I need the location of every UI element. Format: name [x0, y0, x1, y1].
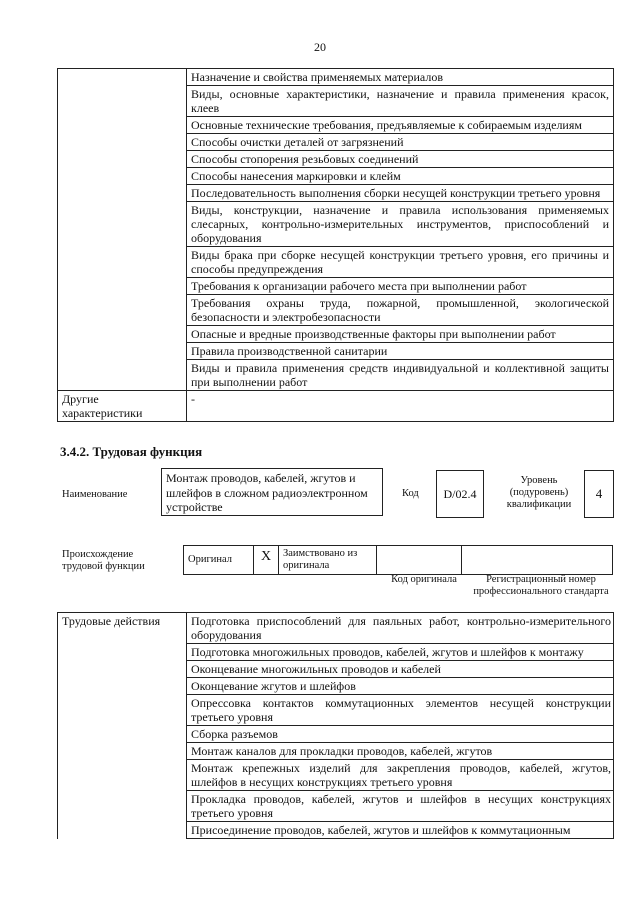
level-box [584, 470, 614, 518]
knowledge-item: Способы очистки деталей от загрязнений [187, 134, 614, 151]
labor-action-item: Подготовка приспособлений для паяльных работ, контрольно-измерительного оборудования [187, 613, 614, 644]
knowledge-item: Назначение и свойства применяемых материалов [187, 69, 614, 86]
reg-caption: Регистрационный номер профессионального стандарта [473, 574, 609, 597]
knowledge-item: Требования охраны труда, пожарной, промышленной, экологической безопасности и электробезопасности [187, 295, 614, 326]
labor-action-item: Монтаж каналов для прокладки проводов, кабелей, жгутов [187, 743, 614, 760]
labor-action-item: Подготовка многожильных проводов, кабелей, жгутов и шлейфов к монтажу [187, 644, 614, 661]
function-code-box [436, 470, 484, 518]
original-label: Оригинал [184, 546, 254, 574]
level-label: Уровень (подуровень) квалификации [506, 475, 572, 510]
knowledge-item: Требования к организации рабочего места при выполнении работ [187, 278, 614, 295]
labor-action-item: Оконцевание жгутов и шлейфов [187, 678, 614, 695]
borrowed-label: Заимствовано из оригинала [279, 546, 377, 574]
code-caption: Код оригинала [391, 574, 457, 585]
original-code-cell [377, 546, 462, 574]
knowledge-item: Правила производственной санитарии [187, 343, 614, 360]
origin-row [183, 545, 613, 575]
knowledge-item: Основные технические требования, предъявляемые к собираемым изделиям [187, 117, 614, 134]
knowledge-item: Последовательность выполнения сборки несущей конструкции третьего уровня [187, 185, 614, 202]
function-code-value: D/02.4 [443, 486, 477, 501]
function-name-box: Монтаж проводов, кабелей, жгутов и шлейфов в сложном радиоэлектронном устройстве [161, 468, 383, 516]
knowledge-label-cell [58, 69, 187, 391]
labor-actions-label: Трудовые действия [58, 613, 187, 839]
original-mark: X [254, 546, 279, 574]
labor-action-item: Оконцевание многожильных проводов и кабелей [187, 661, 614, 678]
other-characteristics-value: - [187, 391, 614, 422]
code-label: Код [402, 488, 419, 499]
level-value: 4 [595, 486, 603, 501]
knowledge-item: Способы стопорения резьбовых соединений [187, 151, 614, 168]
knowledge-table [57, 68, 614, 422]
labor-action-item: Присоединение проводов, кабелей, жгутов и шлейфов к коммутационным [187, 822, 614, 839]
section-heading: 3.4.2. Трудовая функция [60, 444, 203, 459]
labor-action-item: Монтаж крепежных изделий для закрепления проводов, кабелей, жгутов, шлейфов в несущих конструкциях третьего уровня [187, 760, 614, 791]
knowledge-item: Способы нанесения маркировки и клейм [187, 168, 614, 185]
knowledge-item: Виды, основные характеристики, назначение и правила применения красок, клеев [187, 86, 614, 117]
knowledge-item: Виды брака при сборке несущей конструкции третьего уровня, его причины и способы предупреждения [187, 247, 614, 278]
origin-label: Происхождение трудовой функции [62, 549, 145, 572]
other-characteristics-label: Другие характеристики [58, 391, 187, 422]
labor-action-item: Опрессовка контактов коммутационных элементов несущей конструкции третьего уровня [187, 695, 614, 726]
labor-action-item: Прокладка проводов, кабелей, жгутов и шлейфов в несущих конструкциях третьего уровня [187, 791, 614, 822]
knowledge-item: Виды и правила применения средств индивидуальной и коллективной защиты при выполнении работ [187, 360, 614, 391]
knowledge-item: Виды, конструкции, назначение и правила использования применяемых слесарных, контрольно-измерительных инструментов, приспособлений и оборудования [187, 202, 614, 247]
labor-action-item: Сборка разъемов [187, 726, 614, 743]
labor-actions-table [57, 612, 614, 839]
name-label: Наименование [62, 489, 128, 500]
reg-number-cell [462, 546, 612, 574]
page-number: 20 [314, 40, 326, 54]
knowledge-item: Опасные и вредные производственные факторы при выполнении работ [187, 326, 614, 343]
